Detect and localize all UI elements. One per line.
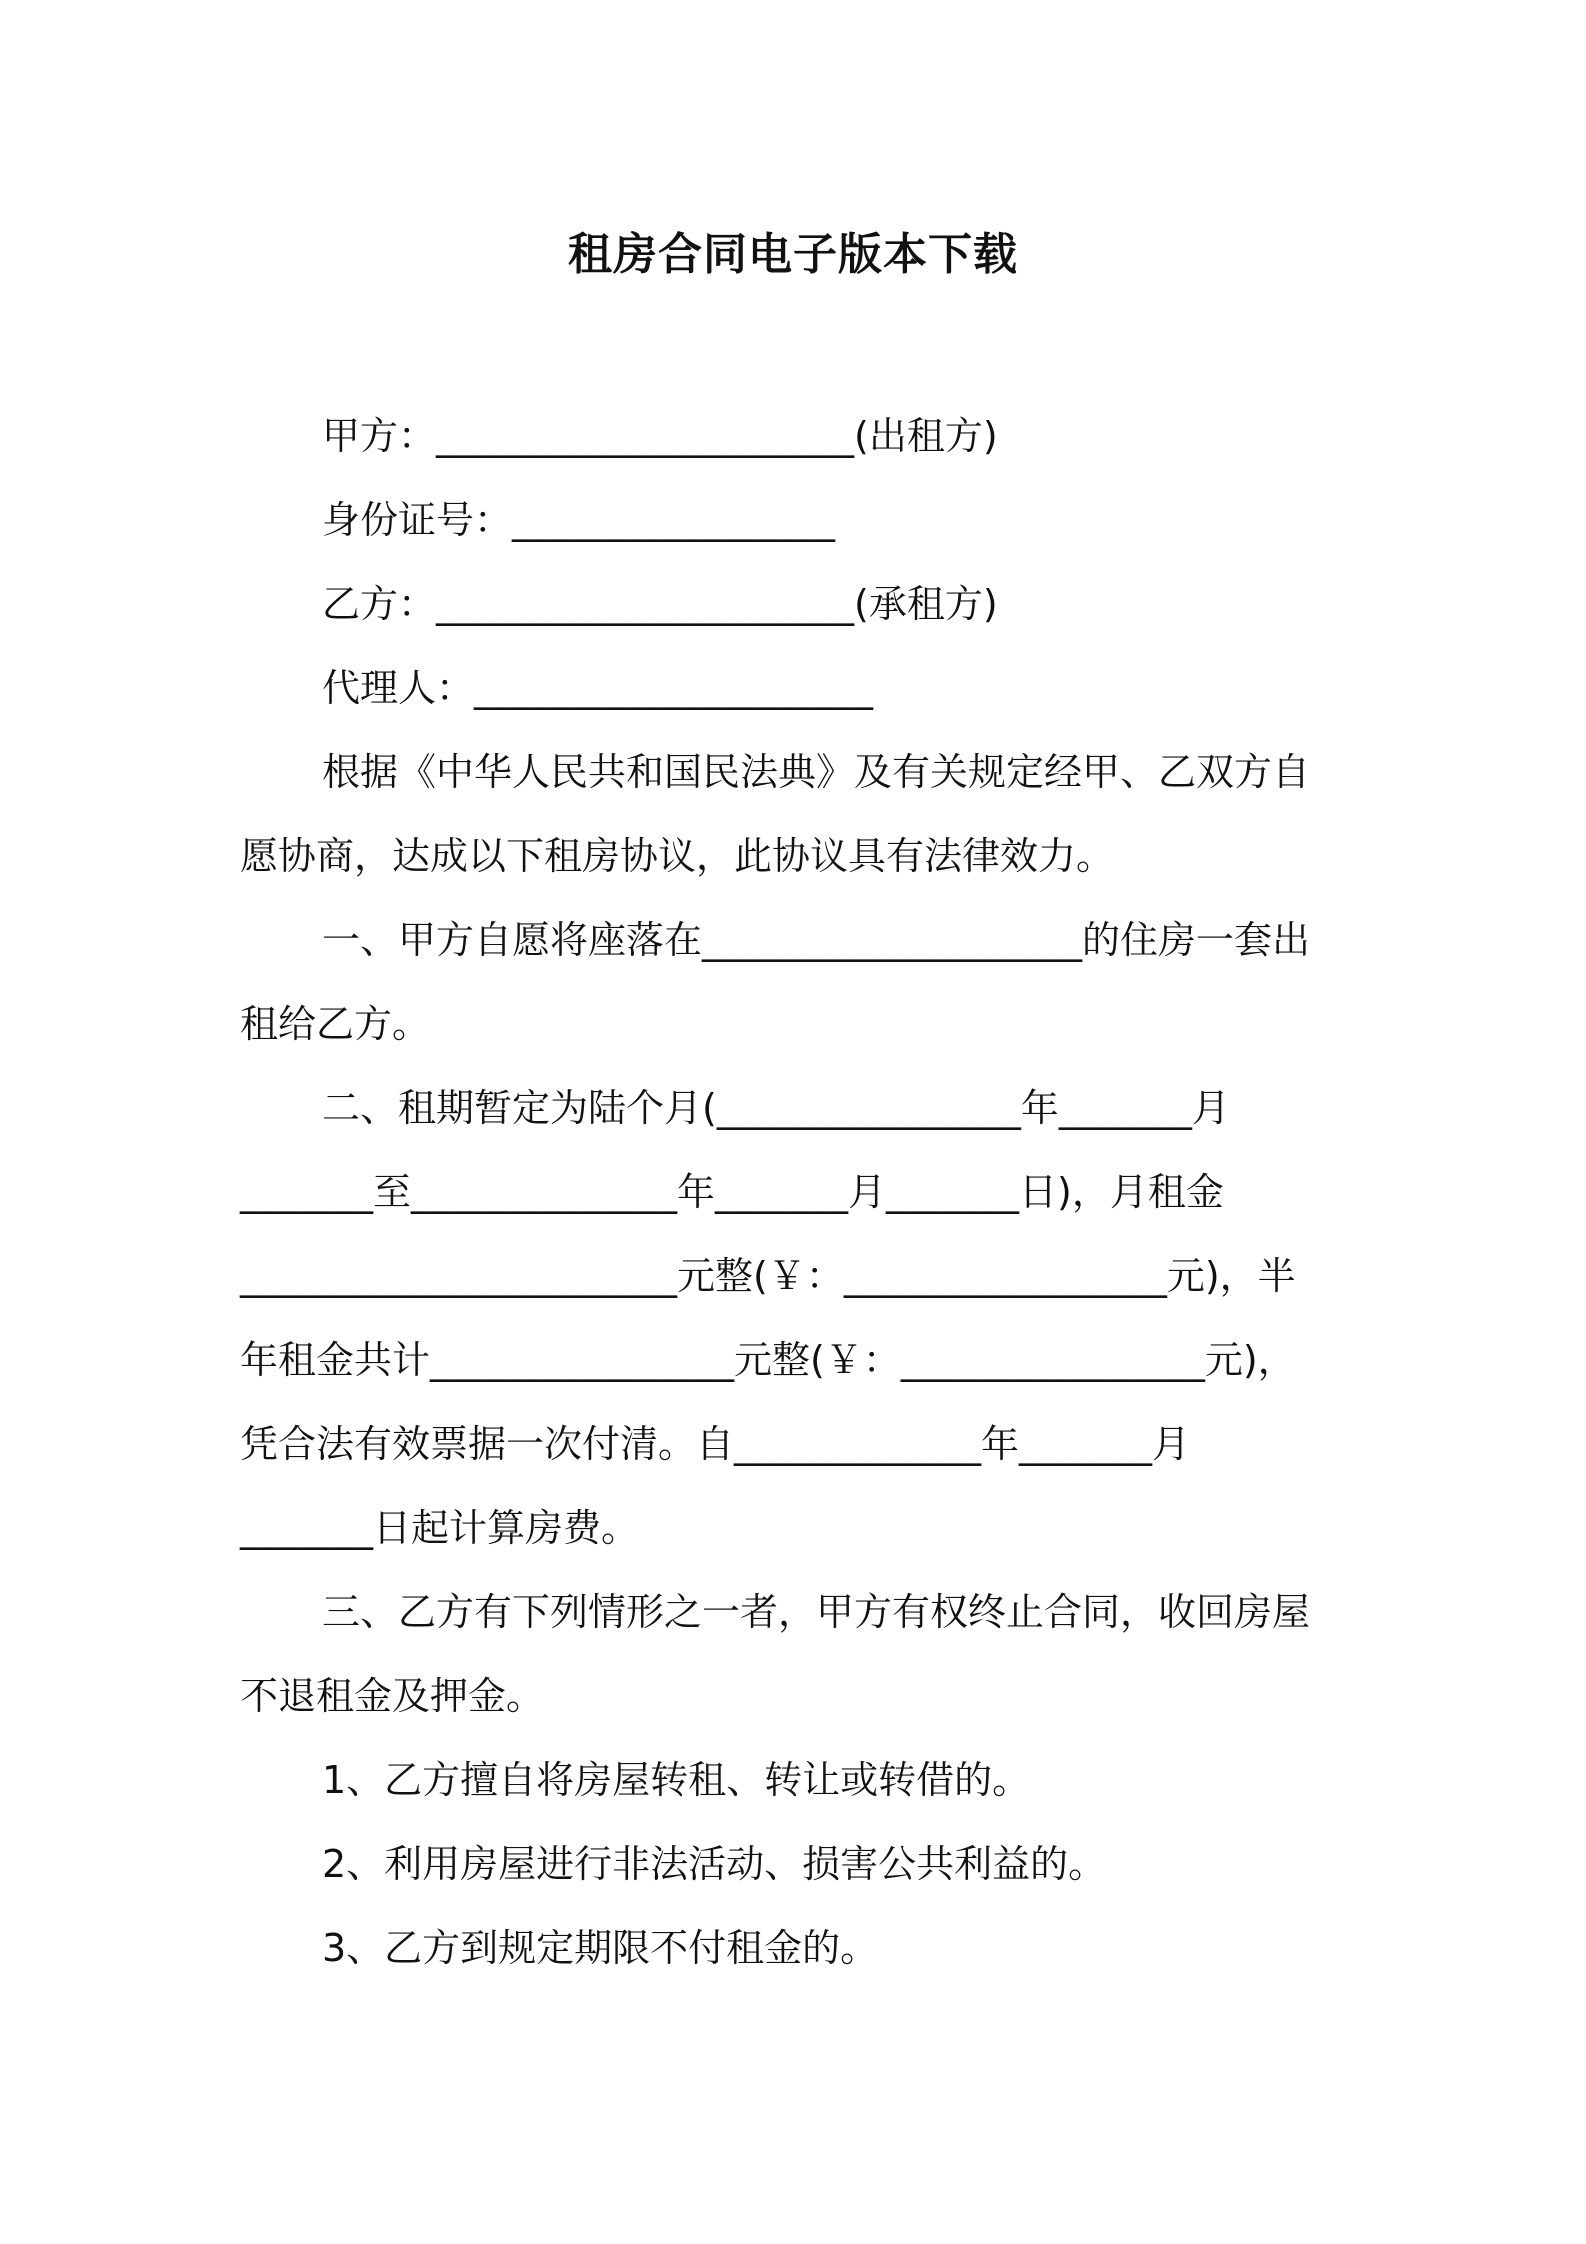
clause-2-line-4: 年租金共计________________元整(￥：________________元)，	[240, 1338, 1296, 1382]
clause-2-line-2: _______至______________年_______月_______日)，月租金	[240, 1170, 1224, 1214]
clause-3-line-1: 三、乙方有下列情形之一者，甲方有权终止合同，收回房屋	[322, 1590, 1311, 1634]
clause-2-line-5: 凭合法有效票据一次付清。自_____________年_______月	[240, 1422, 1191, 1466]
preamble-line-1: 根据《中华人民共和国民法典》及有关规定经甲、乙双方自	[322, 750, 1311, 794]
clause-2-line-6: _______日起计算房费。	[240, 1506, 640, 1550]
list-item-2: 2、利用房屋进行非法活动、损害公共利益的。	[322, 1842, 1107, 1886]
clause-3-line-2: 不退租金及押金。	[240, 1674, 545, 1718]
agent-line: 代理人：_____________________	[322, 666, 874, 710]
preamble-line-2: 愿协商，达成以下租房协议，此协议具有法律效力。	[240, 834, 1115, 878]
clause-2-line-3: _______________________元整(￥：_________________元)，半	[240, 1254, 1296, 1298]
clause-1-line-1: 一、甲方自愿将座落在____________________的住房一套出	[322, 918, 1311, 962]
list-item-1: 1、乙方擅自将房屋转租、转让或转借的。	[322, 1758, 1031, 1802]
id-number-line: 身份证号：_________________	[322, 498, 836, 542]
clause-1-line-2: 租给乙方。	[240, 1002, 431, 1046]
party-b-line: 乙方：______________________(承租方)	[322, 582, 998, 626]
document-title: 租房合同电子版本下载	[568, 229, 1018, 280]
list-item-3: 3、乙方到规定期限不付租金的。	[322, 1926, 879, 1970]
party-a-line: 甲方：______________________(出租方)	[322, 414, 998, 458]
clause-2-line-1: 二、租期暂定为陆个月(________________年_______月	[322, 1086, 1230, 1130]
